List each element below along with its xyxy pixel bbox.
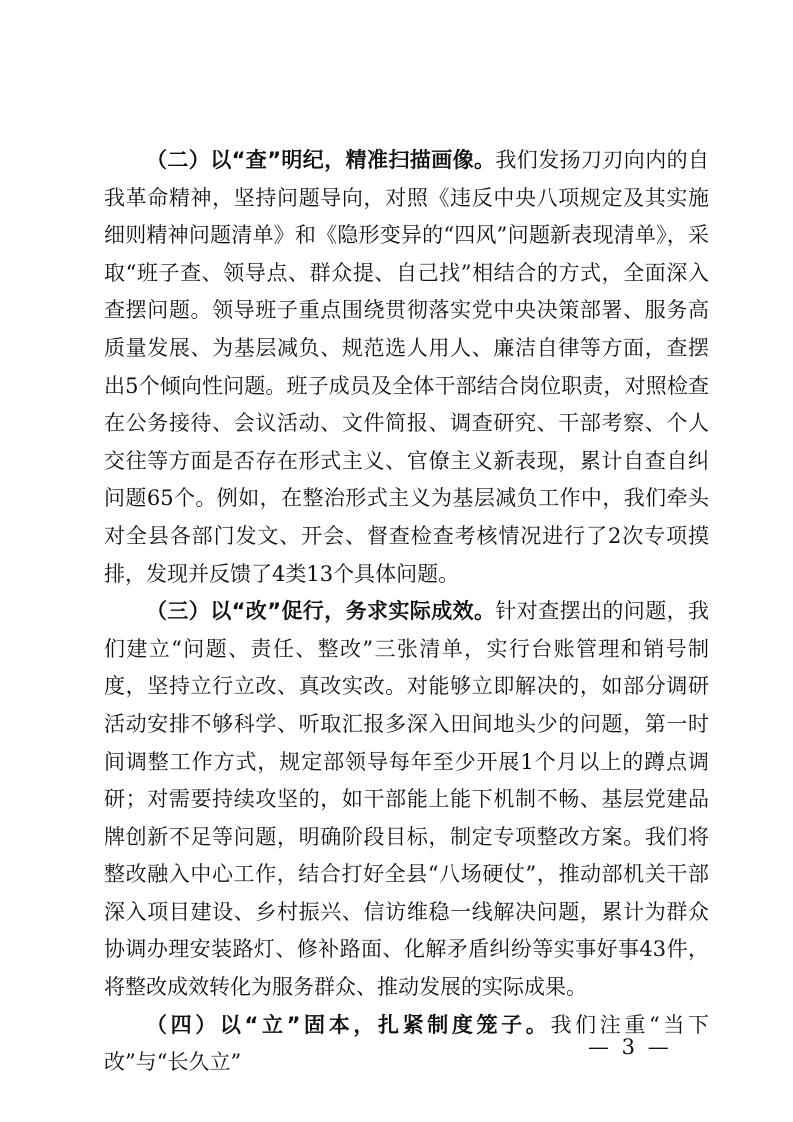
paragraph-text-institution: 我们注重“当下改”与“长久立”: [104, 1012, 709, 1075]
paragraph-heading-inspection: （二）以“查”明纪，精准扫描画像。: [146, 148, 496, 172]
page-number: — 3 —: [588, 1035, 672, 1059]
paragraph-rectification: [104, 593, 709, 1007]
paragraph-heading-institution: （四）以“立”固本，扎紧制度笼子。: [146, 1012, 551, 1037]
document-body: [104, 142, 709, 1082]
paragraph-text-rectification: 针对查摆出的问题，我们建立“问题、责任、整改”三张清单，实行台账管理和销号制度，坚持立行立改、真改实改。对能够立即解决的，如部分调研活动安排不够科学、听取汇报多深入田间地头少的问题，第一时间调整工作方式，规定部领导每年至少开展1个月以上的蹲点调研；对需要持续攻坚的，如干部能上能下机制不畅、基层党建品牌创新不足等问题，明确阶段目标，制定专项整改方案。我们将整改融入中心工作，结合打好全县“八场硬仗”，推动部机关干部深入项目建设、乡村振兴、信访维稳一线解决问题，累计为群众协调办理安装路灯、修补路面、化解矛盾纠纷等实事好事43件，将整改成效转化为服务群众、推动发展的实际成果。: [104, 599, 710, 1000]
paragraph-heading-rectification: （三）以“改”促行，务求实际成效。: [146, 599, 496, 624]
paragraph-text-inspection: 我们发扬刀刃向内的自我革命精神，坚持问题导向，对照《违反中央八项规定及其实施细则精神问题清单》和《隐形变异的“四风”问题新表现清单》，采取“班子查、领导点、群众提、自己找”相结合的方式，全面深入查摆问题。领导班子重点围绕贯彻落实党中央决策部署、服务高质量发展、为基层减负、规范选人用人、廉洁自律等方面，查摆出5个倾向性问题。班子成员及全体干部结合岗位职责，对照检查在公务接待、会议活动、文件简报、调查研究、干部考察、个人交往等方面是否存在形式主义、官僚主义新表现，累计自查自纠问题65个。例如，在整治形式主义为基层减负工作中，我们牵头对全县各部门发文、开会、督查检查考核情况进行了2次专项摸排，发现并反馈了4类13个具体问题。: [104, 148, 710, 586]
paragraph-inspection: [104, 142, 709, 593]
